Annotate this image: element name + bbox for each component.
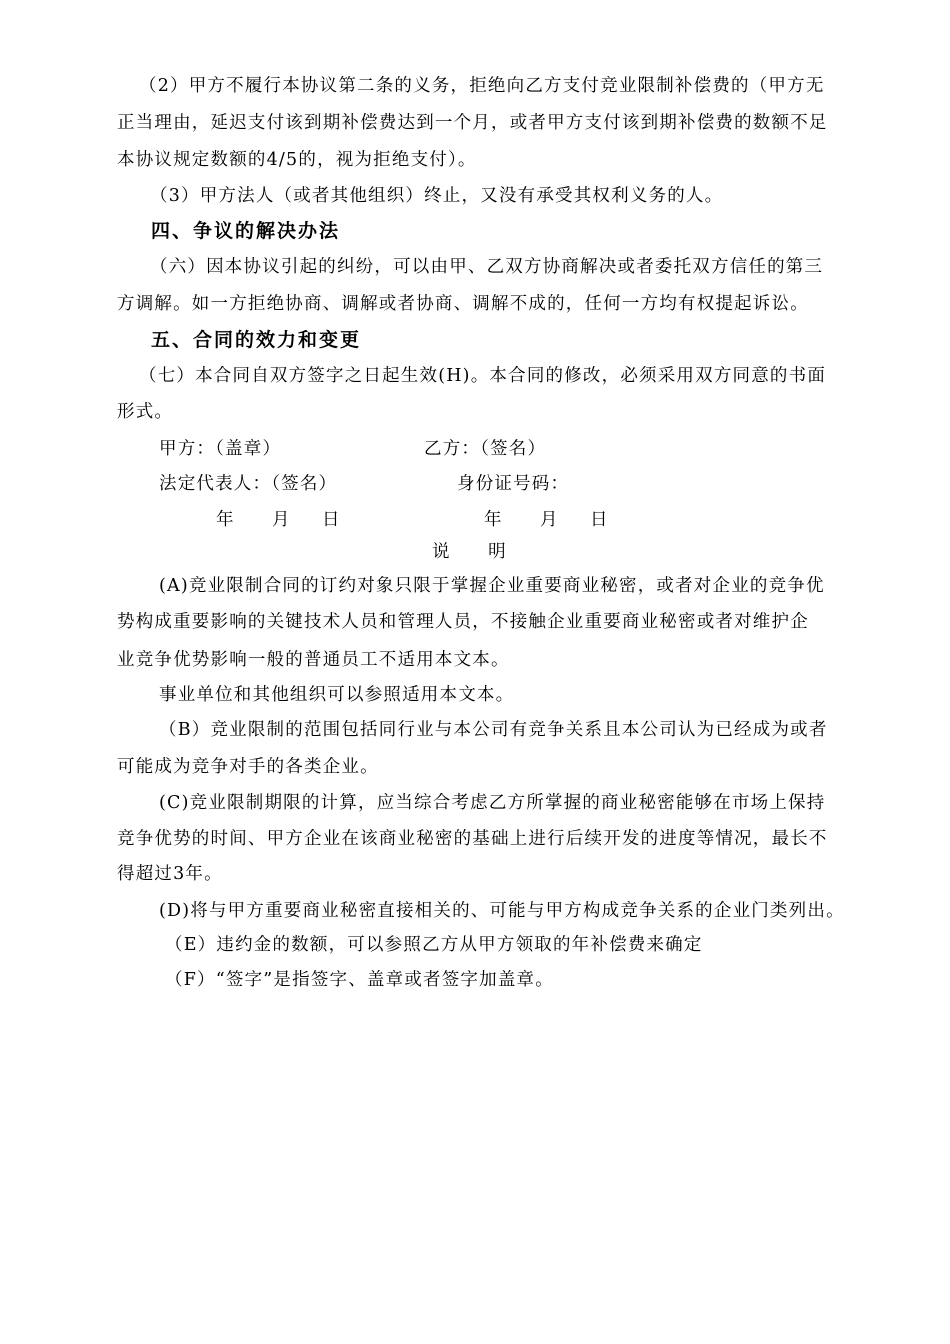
note-c-line-2: 竞争优势的时间、甲方企业在该商业秘密的基础上进行后续开发的进度等情况，最长不 [117, 829, 828, 849]
party-a-seal-label: 甲方：（盖章） [159, 439, 282, 459]
note-a-line-1: (A)竞业限制合同的订约对象只限于掌握企业重要商业秘密，或者对企业的竞争优 [159, 576, 825, 596]
note-d-line: (D)将与甲方重要商业秘密直接相关的、可能与甲方构成竞争关系的企业门类列出。 [159, 901, 845, 921]
party-b-sign-label: 乙方：（签名） [424, 439, 547, 459]
clause-2-line-1: （2）甲方不履行本协议第二条的义务，拒绝向乙方支付竞业限制补偿费的（甲方无 [139, 76, 825, 96]
note-f-line: （F）“签字”是指签字、盖章或者签字加盖章。 [165, 970, 554, 990]
party-a-day: 日 [322, 510, 341, 530]
section-4-line-2: 方调解。如一方拒绝协商、调解或者协商、调解不成的，任何一方均有权提起诉讼。 [117, 294, 809, 314]
clause-2-line-3: 本协议规定数额的4/5的，视为拒绝支付）。 [117, 150, 477, 170]
id-number-label: 身份证号码： [457, 474, 570, 494]
note-e-line: （E）违约金的数额，可以参照乙方从甲方领取的年补偿费来确定 [165, 935, 703, 955]
party-b-day: 日 [590, 510, 609, 530]
party-b-year: 年 [484, 510, 503, 530]
notes-title: 说 明 [432, 542, 507, 562]
note-a-line-4: 事业单位和其他组织可以参照适用本文本。 [159, 685, 515, 705]
party-b-month: 月 [540, 510, 559, 530]
section-5-line-1: （七）本合同自双方签字之日起生效(H)。本合同的修改，必须采用双方同意的书面 [139, 366, 827, 386]
note-b-line-1: （B）竞业限制的范围包括同行业与本公司有竞争关系且本公司认为已经成为或者 [159, 720, 828, 740]
clause-3-line: （3）甲方法人（或者其他组织）终止，又没有承受其权利义务的人。 [150, 186, 724, 206]
section-4-line-1: （六）因本协议引起的纠纷，可以由甲、乙双方协商解决或者委托双方信任的第三 [150, 257, 824, 277]
note-c-line-3: 得超过3年。 [117, 864, 223, 884]
note-b-line-2: 可能成为竞争对手的各类企业。 [117, 757, 379, 777]
legal-representative-label: 法定代表人：（签名） [159, 474, 338, 494]
note-c-line-1: (C)竞业限制期限的计算，应当综合考虑乙方所掌握的商业秘密能够在市场上保持 [159, 793, 826, 813]
party-a-year: 年 [216, 510, 235, 530]
section-5-line-2: 形式。 [117, 402, 174, 422]
section-5-heading: 五、合同的效力和变更 [151, 329, 362, 351]
party-a-month: 月 [272, 510, 291, 530]
note-a-line-3: 业竞争优势影响一般的普通员工不适用本文本。 [117, 650, 510, 670]
section-4-heading: 四、争议的解决办法 [151, 220, 341, 242]
clause-2-line-2: 正当理由，延迟支付该到期补偿费达到一个月，或者甲方支付该到期补偿费的数额不足 [117, 113, 828, 133]
note-a-line-2: 势构成重要影响的关键技术人员和管理人员，不接触企业重要商业秘密或者对维护企 [117, 612, 809, 632]
